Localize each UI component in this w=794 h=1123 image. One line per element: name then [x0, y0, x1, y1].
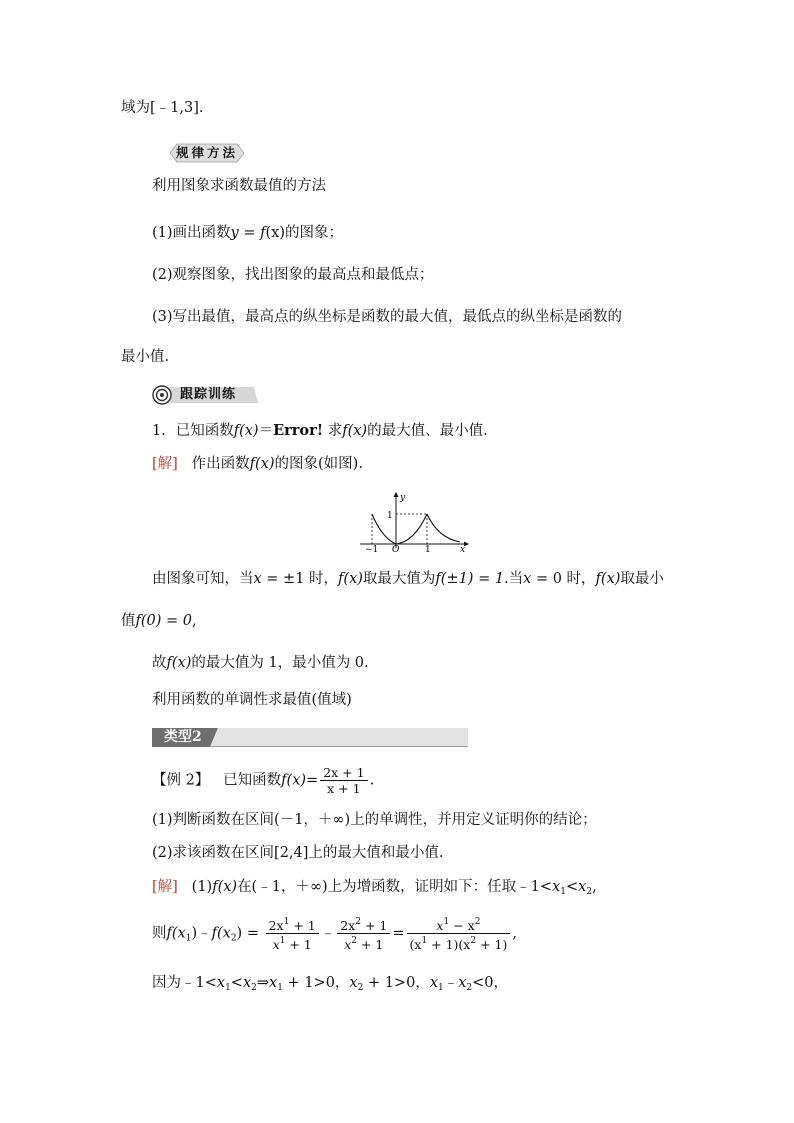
- question-1: 1．已知函数f(x)＝Error! 求f(x)的最大值、最小值.: [152, 422, 488, 439]
- tick-neg-1: −1: [365, 545, 379, 554]
- because-line: 因为$﹣1<x_1<x_2\Rightarrow x_1 + 1>0$，$x_2 + 1>0$，$x_1﹣x_2<0$，: [152, 975, 509, 993]
- method-title: 利用图象求函数最值的方法: [152, 178, 326, 194]
- example-2-q1: (1)判断函数在区间(－1，＋∞)上的单调性，并用定义证明你的结论；: [152, 812, 597, 828]
- solution-2: [解] (1)f(x)在(﹣1，＋∞)上为增函数，证明如下：任取$﹣1<x_1<x_2$,: [152, 879, 597, 897]
- difference-line: 则$f(x_1)﹣f(x_2)$ = $\frac{2x^1 + 1}{x^1 + 1}$ ﹣ $\frac{2x^2 + 1}{x^2 + 1}$ = $\frac{x^1 - x^2}{(x^1 + 1)(x^2 + 1)}$ ,: [152, 917, 517, 952]
- curve-middle: [396, 514, 427, 544]
- step-1: (1)画出函数y = f(x)的图象；: [152, 225, 343, 241]
- solution-tag-2: [解]: [152, 879, 178, 895]
- observation-line-2: 值f(0) = 0,: [121, 613, 197, 629]
- fraction-3: $\frac{x^1 - x^2}{(x^1 + 1)(x^2 + 1)}$: [407, 915, 511, 952]
- section-title: 利用函数的单调性求最值(值域): [152, 692, 352, 708]
- domain-line: 域为[﹣1,3].: [121, 100, 204, 116]
- tracking-badge: [150, 385, 258, 405]
- y-axis-arrow-icon: [394, 492, 399, 497]
- example-2: 【例 2】 已知函数f(x)= $\frac{2x + 1}{x + 1}$ .: [152, 765, 375, 796]
- x-axis-label: x: [460, 545, 466, 554]
- solution-1: [解] 作出函数f(x)的图象(如图).: [152, 456, 363, 472]
- step-3: (3)写出最值，最高点的纵坐标是函数的最大值，最低点的纵坐标是函数的: [152, 309, 623, 325]
- origin-label: O: [392, 545, 400, 554]
- tick-1: 1: [425, 545, 431, 554]
- curve-right: [427, 514, 460, 542]
- example-fraction: $\frac{2x + 1}{x + 1}$: [320, 765, 367, 796]
- step-3-continued: 最小值.: [121, 349, 170, 365]
- fraction-1: $\frac{2x^1 + 1}{x^1 + 1}$: [266, 915, 319, 952]
- observation-line: 由图象可知，当x = ±1 时，f(x)取最大值为f(±1) = 1.当x = 0 时，f(x)取最小: [152, 571, 664, 587]
- fraction-2: $\frac{2x^2 + 1}{x^2 + 1}$: [337, 915, 390, 952]
- conclusion-line: 故f(x)的最大值为 1，最小值为 0.: [152, 655, 369, 671]
- solution-tag: [解]: [152, 456, 178, 472]
- tracking-badge-label: 跟踪训练: [180, 387, 237, 402]
- type-badge: [152, 728, 468, 747]
- function-graph: [356, 488, 472, 554]
- method-badge: [170, 143, 244, 163]
- y-tick-1: 1: [387, 511, 393, 521]
- example-2-q2: (2)求该函数在区间[2,4]上的最大值和最小值.: [152, 845, 444, 861]
- y-axis-label: y: [400, 493, 406, 503]
- method-badge-label: 规律方法: [175, 145, 238, 160]
- step-2: (2)观察图象，找出图象的最高点和最低点；: [152, 267, 434, 283]
- type-badge-label: 类型2: [164, 729, 202, 745]
